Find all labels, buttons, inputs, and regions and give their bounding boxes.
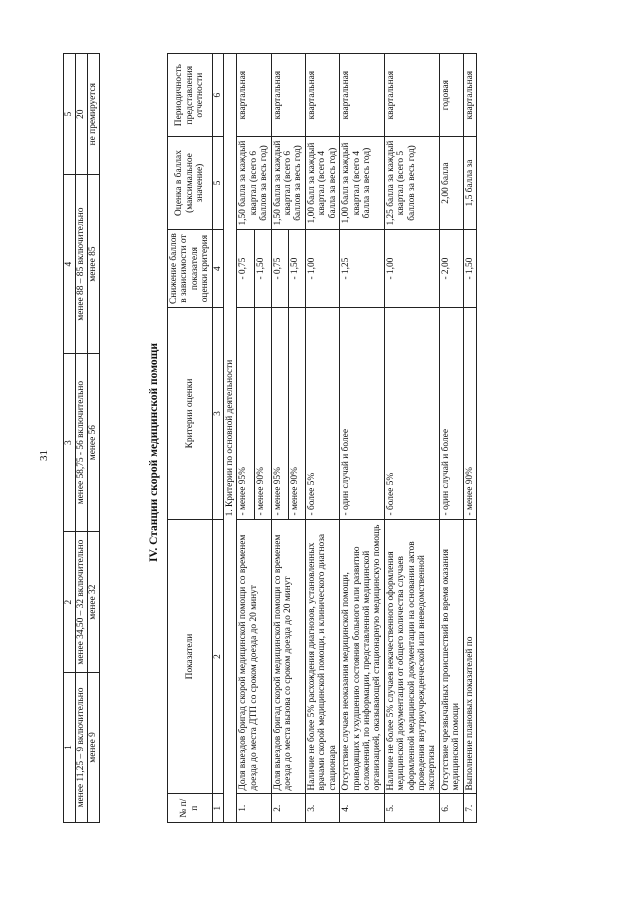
header-score: Оценка в баллах (максимальное значение)	[168, 137, 213, 229]
row-criteria: - менее 95%	[237, 308, 254, 519]
row-period: квартальная	[305, 54, 339, 137]
row-indicator: Доля выездов бригад скорой медицинской помощи со временем доезда до места вызова со сроком доезда до 20 минут	[271, 519, 305, 794]
row-num: 3.	[305, 794, 339, 823]
row-reduction: - 1,50	[254, 229, 271, 308]
page-number: 31	[38, 450, 50, 461]
top-table-row	[88, 54, 100, 823]
top-table-header-cell: 1	[64, 672, 76, 822]
row-criteria: - один случай и более	[439, 308, 463, 519]
row-reduction: - 2,00	[439, 229, 463, 308]
row-criteria: - более 5%	[384, 308, 439, 519]
top-table-cell: не премируется	[88, 54, 100, 175]
row-reduction: - 1,50	[288, 229, 305, 308]
row-criteria: - менее 95%	[271, 308, 288, 519]
row-num: 7.	[463, 794, 476, 823]
top-table-cell: менее 88 – 85 включительно	[76, 175, 88, 353]
row-reduction: - 1,25	[340, 229, 385, 308]
row-score: 1,50 балла за каждый квартал (всего 6 баллов за весь год)	[237, 137, 271, 229]
table-row	[340, 54, 385, 823]
row-criteria: - менее 90%	[254, 308, 271, 519]
table-row	[271, 54, 288, 823]
row-period: квартальная	[237, 54, 271, 137]
row-criteria: - один случай и более	[340, 308, 385, 519]
row-num: 5.	[384, 794, 439, 823]
row-criteria: - менее 90%	[463, 308, 476, 519]
top-table-header-cell: 4	[64, 175, 76, 353]
row-period: квартальная	[340, 54, 385, 137]
row-num: 4.	[340, 794, 385, 823]
column-number: 2	[212, 519, 223, 794]
top-table-row	[76, 54, 88, 823]
column-number-row	[212, 54, 223, 823]
row-period: квартальная	[463, 54, 476, 137]
row-indicator: Доля выездов бригад скорой медицинской помощи со временем доезда до места ДТП со сроком доезда до 20 минут	[237, 519, 271, 794]
top-table-header-row	[64, 54, 76, 823]
subheader-row	[224, 54, 237, 823]
header-num: № п/п	[168, 794, 213, 823]
top-table-cell: менее 56	[88, 353, 100, 531]
row-score: 1,5 балла за	[463, 137, 476, 229]
table-row	[439, 54, 463, 823]
row-score: 1,00 балл за каждый квартал (всего 4 балла за весь год)	[340, 137, 385, 229]
row-indicator: Наличие не более 5% расхождения диагнозов, установленных врачами скорой медицинской помощи, и клинического диагноза стационара	[305, 519, 339, 794]
header-criteria: Критерии оценки	[168, 308, 213, 519]
column-number: 3	[212, 308, 223, 519]
column-number: 4	[212, 229, 223, 308]
table-row	[463, 54, 476, 823]
top-table-cell: менее 32	[88, 532, 100, 673]
row-indicator: Наличие не более 5% случаев некачественного оформления медицинской документации от общего количества случаев оформленной медицинской документации на основании актов проведения внутриучрежденческой или вневедомственной экспертизы	[384, 519, 439, 794]
row-indicator: Отсутствие чрезвычайных происшествий во время оказания медицинской помощи	[439, 519, 463, 794]
table-row	[384, 54, 439, 823]
top-table-cell: менее 9	[88, 672, 100, 822]
row-reduction: - 0,75	[271, 229, 288, 308]
row-period: квартальная	[271, 54, 305, 137]
row-reduction: - 1,00	[305, 229, 339, 308]
top-table-header-cell: 2	[64, 532, 76, 673]
header-indicator: Показатели	[168, 519, 213, 794]
section-title: IV. Станции скорой медицинской помощи	[148, 343, 160, 562]
row-score: 1,50 балла за каждый квартал (всего 6 баллов за весь год)	[271, 137, 305, 229]
header-reduction: Снижение баллов в зависимости от показателя оценки критерия	[168, 229, 213, 308]
top-table-cell: менее 58,75 - 56 включительно	[76, 353, 88, 531]
top-table-cell: 20	[76, 54, 88, 175]
row-score: 1,25 балла за каждый квартал (всего 5 баллов за весь год)	[384, 137, 439, 229]
column-number: 6	[212, 54, 223, 137]
row-reduction: - 1,00	[384, 229, 439, 308]
top-table-cell: менее 34,50 – 32 включительно	[76, 532, 88, 673]
header-period: Периодичность представления отчетности	[168, 54, 213, 137]
row-reduction: - 1,50	[463, 229, 476, 308]
top-table-cell: менее 11,25 – 9 включительно	[76, 672, 88, 822]
row-period: квартальная	[384, 54, 439, 137]
table-row	[305, 54, 339, 823]
row-indicator: Выполнение плановых показателей по	[463, 519, 476, 794]
row-num: 1.	[237, 794, 271, 823]
row-score: 1,00 балл за каждый квартал (всего 4 балла за весь год)	[305, 137, 339, 229]
top-table	[63, 53, 100, 823]
column-number: 1	[212, 794, 223, 823]
criteria-table	[167, 53, 477, 823]
criteria-table-header-row	[168, 54, 213, 823]
row-score: 2,00 балла	[439, 137, 463, 229]
row-indicator: Отсутствие случаев неоказания медицинской помощи, приводящих к ухудшению состояния больного или развитию осложнений, по информации, представленной медицинской организацией, оказывающей стационарную медицинскую помощь	[340, 519, 385, 794]
top-table-header-cell: 5	[64, 54, 76, 175]
table-row	[237, 54, 254, 823]
row-period: годовая	[439, 54, 463, 137]
top-table-cell: менее 85	[88, 175, 100, 353]
column-number: 5	[212, 137, 223, 229]
row-criteria: - менее 90%	[288, 308, 305, 519]
top-table-header-cell: 3	[64, 353, 76, 531]
row-reduction: - 0,75	[237, 229, 254, 308]
row-criteria: - более 5%	[305, 308, 339, 519]
row-num: 6.	[439, 794, 463, 823]
subheader: 1. Критерии по основной деятельности	[224, 54, 237, 823]
row-num: 2.	[271, 794, 305, 823]
